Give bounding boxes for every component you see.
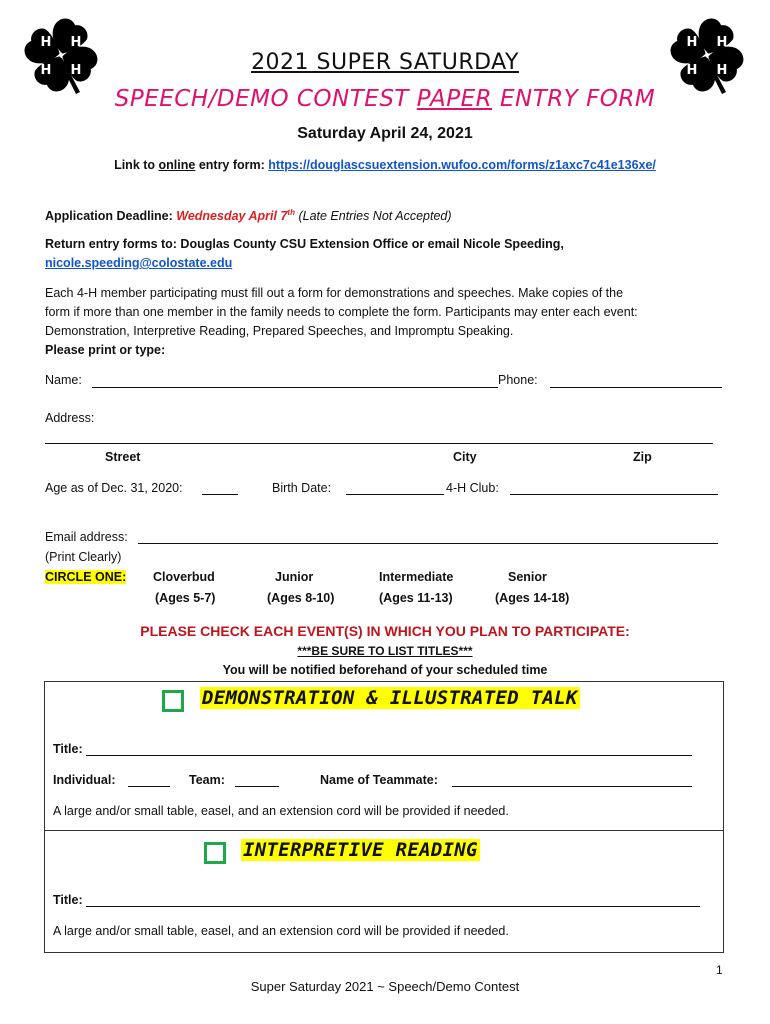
name-label: Name:: [45, 373, 82, 387]
age-range-junior: (Ages 8-10): [267, 591, 335, 605]
demo-equipment-note: A large and/or small table, easel, and an extension cord will be provided if needed.: [53, 804, 509, 818]
event-date: Saturday April 24, 2021: [297, 125, 473, 142]
age-group-senior[interactable]: Senior: [508, 570, 547, 584]
email-label: Email address:: [45, 530, 128, 544]
age-group-junior[interactable]: Junior: [275, 570, 314, 584]
demo-team-label: Team:: [189, 773, 225, 787]
address-label: Address:: [45, 411, 95, 425]
street-label: Street: [105, 450, 141, 464]
svg-text:H: H: [716, 63, 728, 78]
print-note: Please print or type:: [45, 343, 166, 357]
zip-label: Zip: [633, 450, 652, 464]
phone-field[interactable]: [550, 387, 722, 388]
form-title: 2021 SUPER SATURDAY: [251, 50, 519, 75]
age-range-senior: (Ages 14-18): [495, 591, 570, 605]
check-events-heading: PLEASE CHECK EACH EVENT(S) IN WHICH YOU PLAN TO PARTICIPATE:: [140, 623, 630, 639]
demo-title-label: Title:: [53, 742, 83, 756]
demo-individual-field[interactable]: [128, 786, 170, 787]
svg-text:H: H: [716, 35, 728, 50]
age-field[interactable]: [202, 494, 238, 495]
svg-text:H: H: [686, 63, 698, 78]
age-range-cloverbud: (Ages 5-7): [155, 591, 216, 605]
svg-text:H: H: [70, 35, 82, 50]
age-group-cloverbud[interactable]: Cloverbud: [153, 570, 215, 584]
demo-title-field[interactable]: [86, 755, 692, 756]
print-clearly-note: (Print Clearly): [45, 550, 122, 564]
city-label: City: [453, 450, 477, 464]
footer-text: Super Saturday 2021 ~ Speech/Demo Contest: [250, 979, 520, 994]
svg-text:H: H: [686, 35, 698, 50]
age-label: Age as of Dec. 31, 2020:: [45, 481, 183, 495]
reading-equipment-note: A large and/or small table, easel, and an extension cord will be provided if needed.: [53, 924, 509, 938]
demo-teammate-field[interactable]: [452, 786, 692, 787]
age-range-intermediate: (Ages 11-13): [379, 591, 453, 605]
online-form-link-line: Link to online entry form: https://douglascsuextension.wufoo.com/forms/z1axc7c41e136xe/: [114, 158, 656, 172]
birth-date-label: Birth Date:: [272, 481, 332, 495]
intro-paragraph-line-2: form if more than one member in the family needs to complete the form. Participants may enter each event:: [45, 305, 638, 319]
form-subtitle: SPEECH/DEMO CONTEST PAPER ENTRY FORM: [114, 86, 656, 112]
club-field[interactable]: [510, 494, 718, 495]
intro-paragraph-line-3: Demonstration, Interpretive Reading, Prepared Speeches, and Impromptu Speaking.: [45, 324, 514, 338]
club-label: 4-H Club:: [446, 481, 499, 495]
circle-one-label: CIRCLE ONE:: [45, 570, 127, 584]
demonstration-checkbox[interactable]: [162, 690, 184, 712]
reading-title-field[interactable]: [86, 906, 700, 907]
svg-text:H: H: [70, 63, 82, 78]
phone-label: Phone:: [498, 373, 538, 387]
events-divider: [44, 830, 724, 831]
reading-title-label: Title:: [53, 893, 83, 907]
application-deadline: Application Deadline: Wednesday April 7th (Late Entries Not Accepted): [45, 208, 452, 224]
schedule-notice: You will be notified beforehand of your scheduled time: [222, 663, 548, 677]
intro-paragraph-line-1: Each 4-H member participating must fill out a form for demonstrations and speeches. Make copies of the: [45, 286, 624, 300]
age-group-intermediate[interactable]: Intermediate: [379, 570, 454, 584]
list-titles-note: ***BE SURE TO LIST TITLES***: [297, 644, 473, 658]
svg-text:H: H: [40, 63, 52, 78]
svg-text:H: H: [40, 35, 52, 50]
email-field[interactable]: [138, 543, 718, 544]
interpretive-reading-event-title: INTERPRETIVE READING: [243, 839, 478, 861]
demo-team-field[interactable]: [235, 786, 279, 787]
interpretive-reading-checkbox[interactable]: [204, 842, 226, 864]
return-email-link[interactable]: nicole.speeding@colostate.edu: [45, 256, 233, 270]
demo-teammate-label: Name of Teammate:: [320, 773, 438, 787]
demo-individual-label: Individual:: [53, 773, 116, 787]
online-form-link[interactable]: https://douglascsuextension.wufoo.com/forms/z1axc7c41e136xe/: [268, 158, 656, 172]
page-number: 1: [716, 963, 723, 977]
birth-date-field[interactable]: [346, 494, 444, 495]
demonstration-event-title: DEMONSTRATION & ILLUSTRATED TALK: [202, 687, 578, 709]
return-instructions: Return entry forms to: Douglas County CSU Extension Office or email Nicole Speeding,: [45, 237, 564, 251]
address-field[interactable]: [45, 443, 713, 444]
name-field[interactable]: [92, 387, 498, 388]
